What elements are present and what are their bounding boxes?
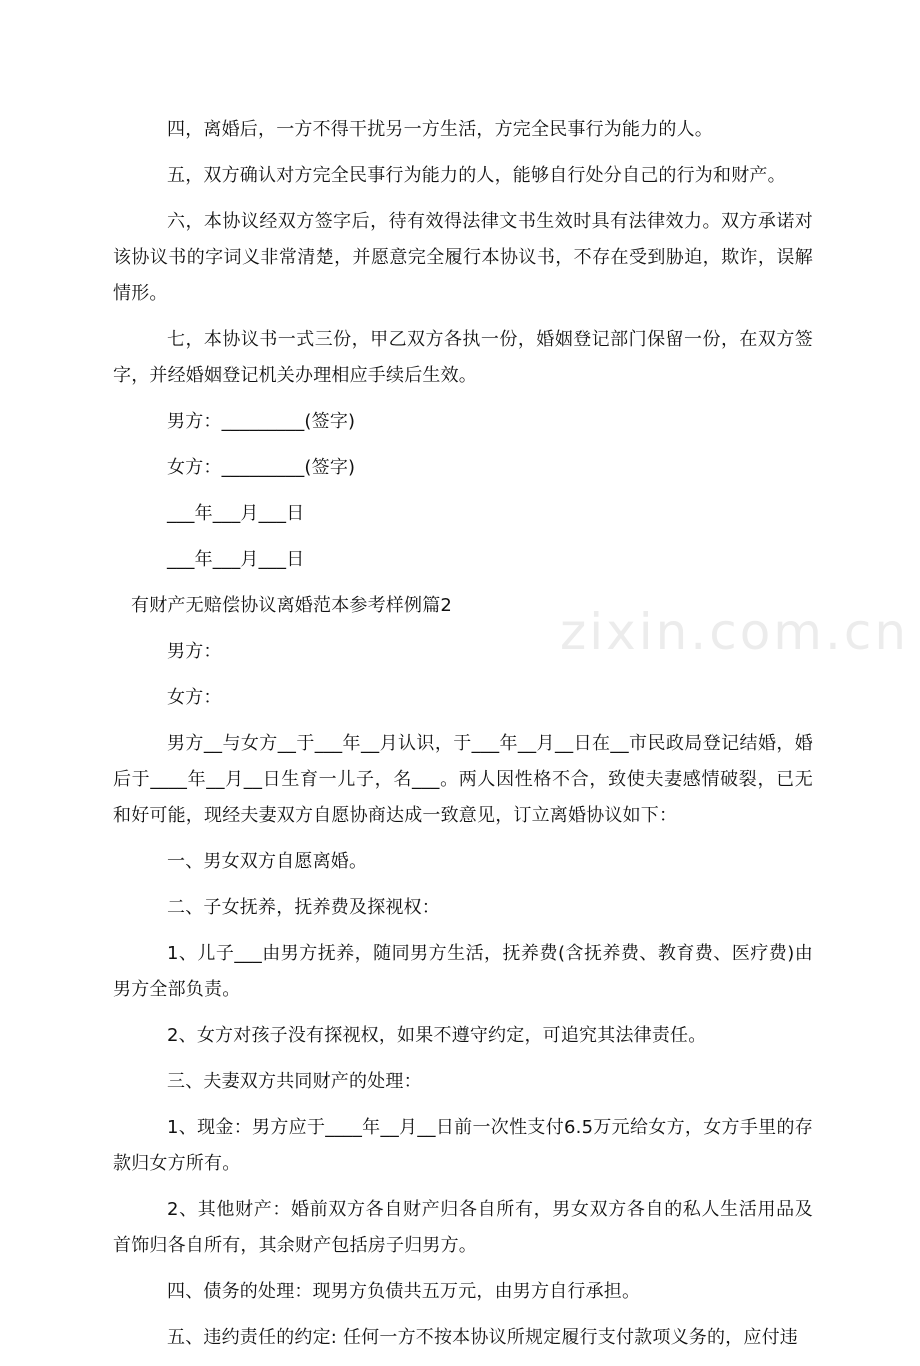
clause-six: 六，本协议经双方签字后，待有效得法律文书生效时具有法律效力。双方承诺对该协议书的字词义非常清楚，并愿意完全履行本协议书，不存在受到胁迫，欺诈，误解情形。 — [113, 211, 813, 304]
date-line-2: ___年___月___日 — [167, 549, 305, 570]
item-two-sub-1: 1、儿子___由男方抚养，随同男方生活，抚养费(含抚养费、教育费、医疗费)由男方全部负责。 — [113, 943, 813, 1000]
item-two: 二、子女抚养，抚养费及探视权： — [167, 897, 440, 918]
item-three: 三、夫妻双方共同财产的处理： — [167, 1071, 422, 1092]
clause-five: 五，双方确认对方完全民事行为能力的人，能够自行处分自己的行为和财产。 — [167, 165, 786, 186]
clause-four: 四，离婚后，一方不得干扰另一方生活，方完全民事行为能力的人。 — [167, 119, 713, 140]
female-signature-line: 女方：_________(签字) — [167, 457, 356, 478]
date-line-1: ___年___月___日 — [167, 503, 305, 524]
clause-seven: 七，本协议书一式三份，甲乙双方各执一份，婚姻登记部门保留一份，在双方签字，并经婚姻登记机关办理相应手续后生效。 — [113, 329, 813, 386]
item-three-sub-2: 2、其他财产：婚前双方各自财产归各自所有，男女双方各自的私人生活用品及首饰归各自所有，其余财产包括房子归男方。 — [113, 1199, 813, 1256]
section-title: 有财产无赔偿协议离婚范本参考样例篇2 — [131, 595, 453, 616]
item-one: 一、男女双方自愿离婚。 — [167, 851, 368, 872]
item-four: 四、债务的处理：现男方负债共五万元，由男方自行承担。 — [167, 1281, 641, 1302]
male-party-line: 男方： — [167, 641, 222, 662]
item-five: 五、违约责任的约定: 任何一方不按本协议所规定履行支付款项义务的，应付违 — [167, 1327, 798, 1348]
male-signature-line: 男方：_________(签字) — [167, 411, 356, 432]
female-party-line: 女方： — [167, 687, 222, 708]
intro-paragraph: 男方__与女方__于___年__月认识，于___年__月__日在__市民政局登记结婚，婚后于____年__月__日生育一儿子，名___。两人因性格不合，致使夫妻感情破裂，已无和好可能，现经夫妻双方自愿协商达成一致意见，订立离婚协议如下： — [113, 733, 813, 826]
item-two-sub-2: 2、女方对孩子没有探视权，如果不遵守约定，可追究其法律责任。 — [167, 1025, 707, 1046]
watermark: zixin.com.cn — [560, 603, 910, 661]
document-body — [113, 112, 813, 1366]
item-three-sub-1: 1、现金：男方应于____年__月__日前一次性支付6.5万元给女方，女方手里的存款归女方所有。 — [113, 1117, 813, 1174]
